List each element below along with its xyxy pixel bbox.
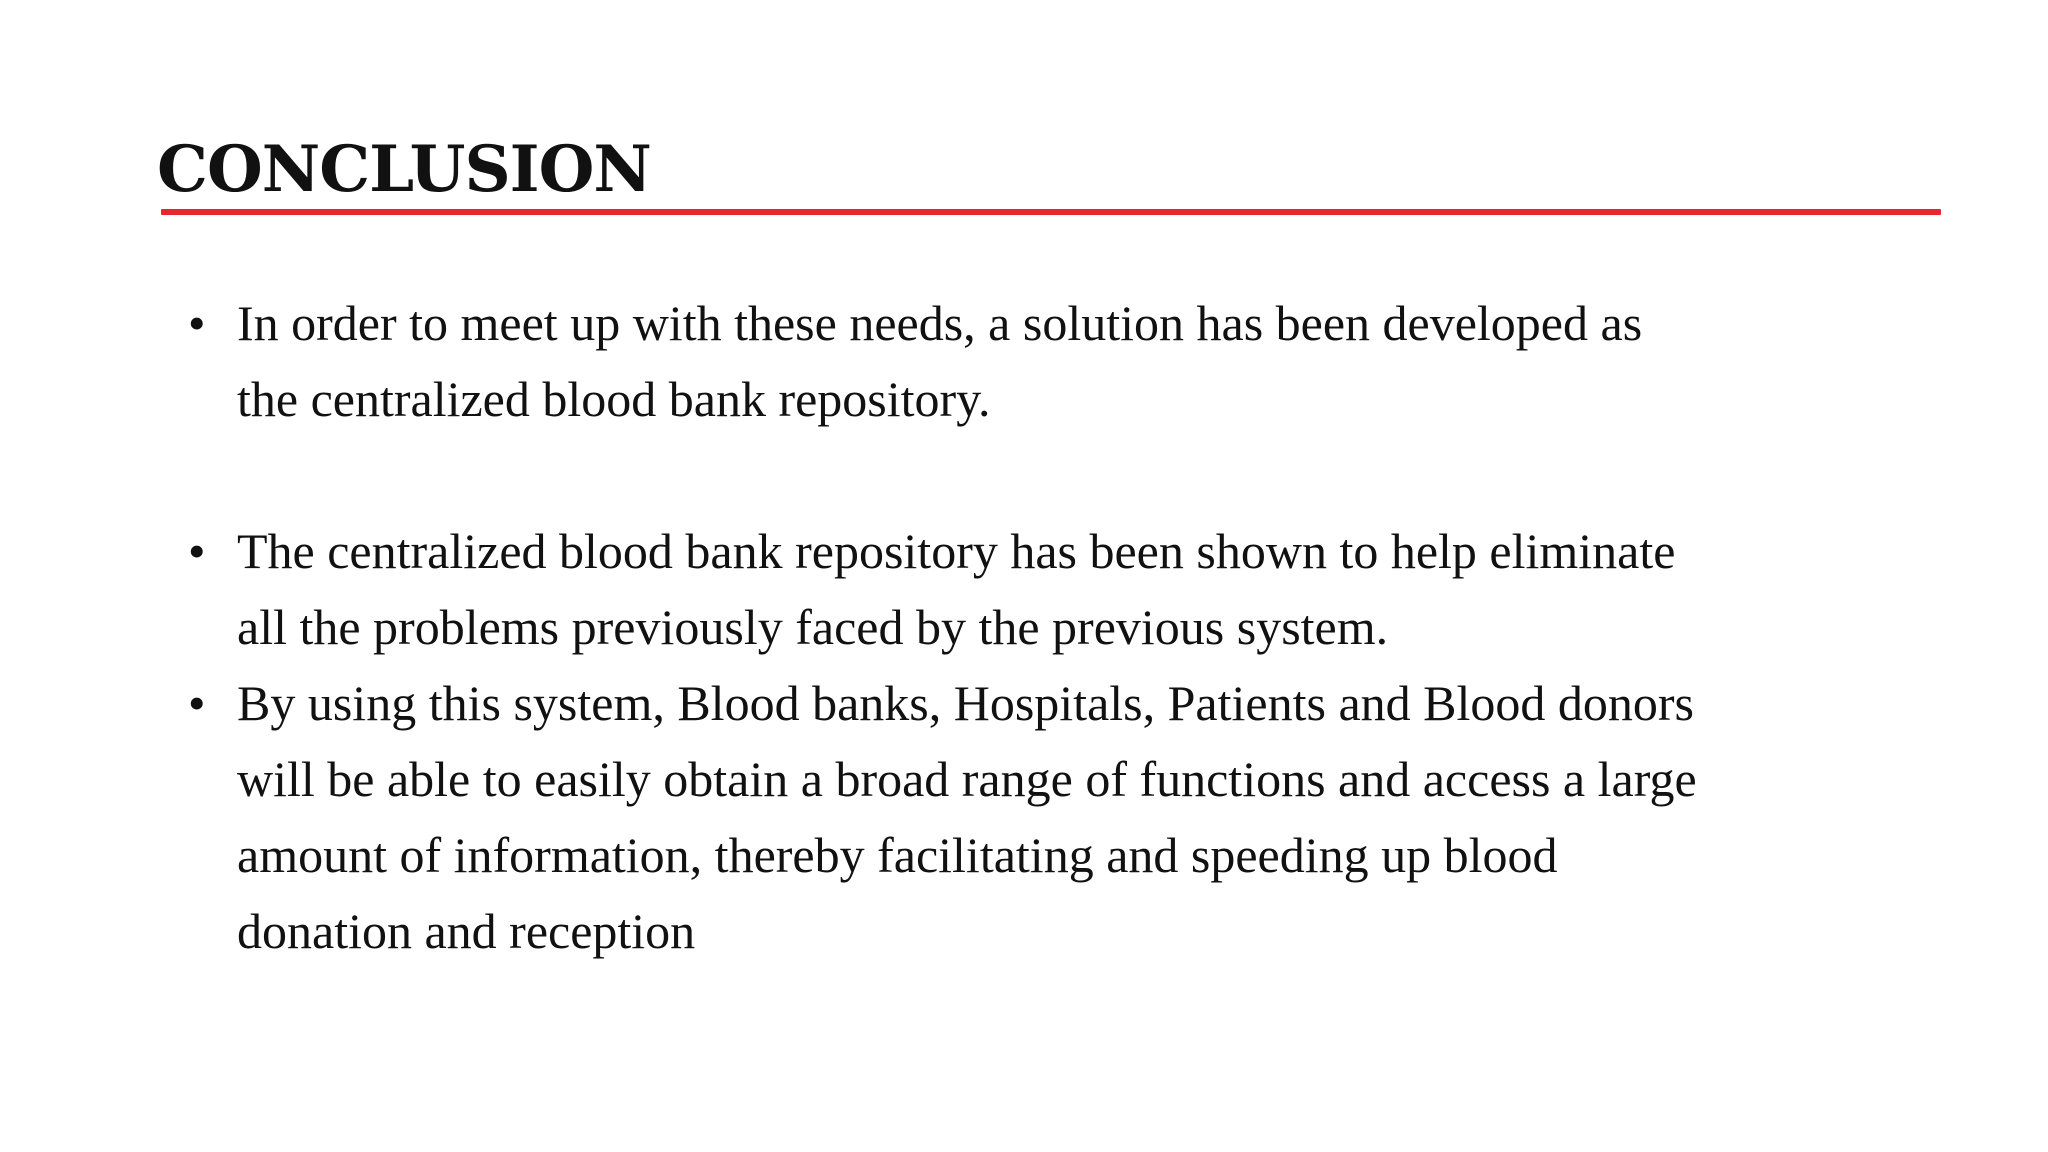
bullet-item [188, 665, 1868, 969]
bullet-list [188, 285, 1868, 969]
bullet-line: donation and reception [237, 903, 696, 959]
bullet-spacer [188, 437, 1868, 513]
bullet-icon: • [188, 675, 206, 731]
slide-title: CONCLUSION [157, 132, 651, 207]
bullet-line: all the problems previously faced by the previous system. [237, 599, 1389, 655]
bullet-item [188, 285, 1868, 437]
title-underline [161, 209, 1941, 215]
bullet-item [188, 513, 1868, 665]
bullet-line: By using this system, Blood banks, Hospitals, Patients and Blood donors [237, 675, 1694, 731]
bullet-line: the centralized blood bank repository. [237, 371, 991, 427]
bullet-line: will be able to easily obtain a broad range of functions and access a large [237, 751, 1697, 807]
bullet-line: In order to meet up with these needs, a solution has been developed as [237, 295, 1643, 351]
bullet-line: amount of information, thereby facilitating and speeding up blood [237, 827, 1558, 883]
bullet-icon: • [188, 295, 206, 351]
bullet-line: The centralized blood bank repository has been shown to help eliminate [237, 523, 1676, 579]
bullet-icon: • [188, 523, 206, 579]
